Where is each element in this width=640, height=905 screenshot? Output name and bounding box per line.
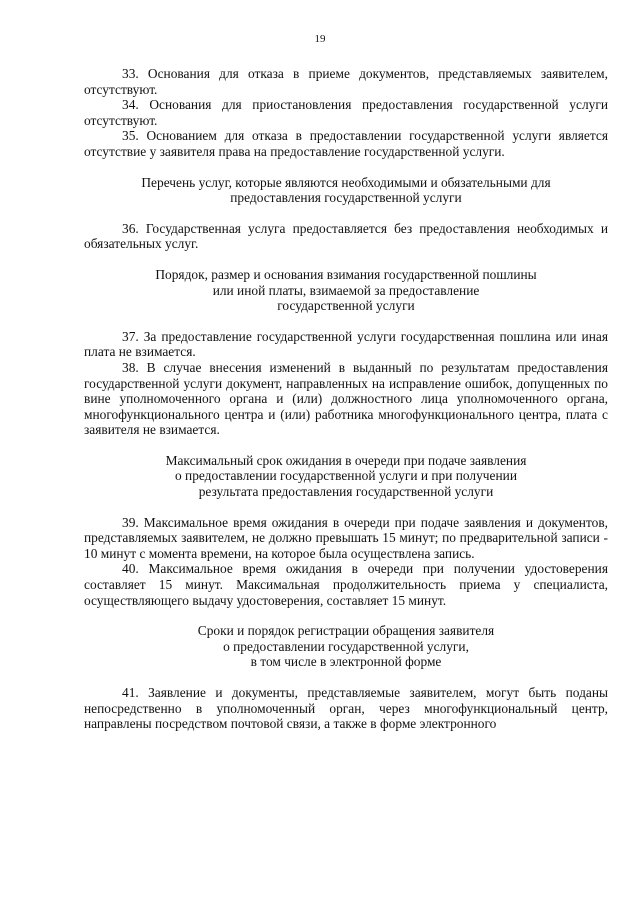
heading-related-services (84, 175, 608, 206)
heading-registration (84, 623, 608, 670)
section-spacer (84, 206, 608, 221)
section-spacer (84, 252, 608, 267)
section-spacer (84, 314, 608, 329)
section-spacer (84, 438, 608, 453)
page-number: 19 (314, 33, 326, 45)
document-body (84, 66, 608, 732)
paragraph-38: 38. В случае внесения изменений в выданный по результатам предоставления государственной услуги документ, направленных на исправление ошибок, допущенных по вине уполномоченного органа и (или) должностного лица уполномоченного органа, многофункционального центра и (или) работника многофункционального центра, плата с заявителя не взимается. (84, 359, 608, 438)
heading-line: предоставления государственной услуги (230, 190, 462, 206)
heading-line: Максимальный срок ожидания в очереди при подаче заявления (165, 452, 527, 468)
paragraph-36: 36. Государственная услуга предоставляется без предоставления необходимых и обязательных услуг. (84, 220, 608, 252)
heading-line: результата предоставления государственной услуги (198, 484, 494, 500)
heading-line: Порядок, размер и основания взимания государственной пошлины (155, 266, 537, 282)
paragraph-35: 35. Основанием для отказа в предоставлении государственной услуги является отсутствие у заявителя права на предоставление государственной услуги. (84, 128, 608, 159)
paragraph-33: 33. Основания для отказа в приеме документов, представляемых заявителем, отсутствуют. (84, 66, 608, 97)
heading-line: Перечень услуг, которые являются необходимыми и обязательными для (141, 174, 551, 190)
section-spacer (84, 160, 608, 175)
heading-line: о предоставлении государственной услуги и при получении (175, 468, 517, 484)
heading-line: или иной платы, взимаемой за предоставление (212, 282, 480, 298)
paragraph-37: 37. За предоставление государственной услуги государственная пошлина или иная плата не взимается. (84, 328, 608, 360)
heading-line: о предоставлении государственной услуги, (223, 638, 469, 654)
heading-line: в том числе в электронной форме (250, 654, 442, 670)
heading-state-fee (84, 267, 608, 314)
heading-waiting-time (84, 453, 608, 500)
section-spacer (84, 500, 608, 515)
paragraph-34: 34. Основания для приостановления предоставления государственной услуги отсутствуют. (84, 97, 608, 128)
section-spacer (84, 670, 608, 685)
paragraph-39: 39. Максимальное время ожидания в очереди при подаче заявления и документов, представляемых заявителем, не должно превышать 15 минут; по предварительной записи - 10 минут с момента времени, на которое была осуществлена запись. (84, 514, 608, 561)
section-spacer (84, 608, 608, 623)
heading-line: государственной услуги (277, 298, 415, 314)
heading-line: Сроки и порядок регистрации обращения заявителя (197, 623, 495, 639)
paragraph-40: 40. Максимальное время ожидания в очереди при получении удостоверения составляет 15 минут. Максимальная продолжительность приема у специалиста, осуществляющего выдачу удостоверения, составляет 15 минут. (84, 561, 608, 608)
paragraph-41: 41. Заявление и документы, представляемые заявителем, могут быть поданы непосредственно в уполномоченный орган, через многофункциональный центр, направлены посредством почтовой связи, а также в форме электронного (84, 685, 608, 732)
